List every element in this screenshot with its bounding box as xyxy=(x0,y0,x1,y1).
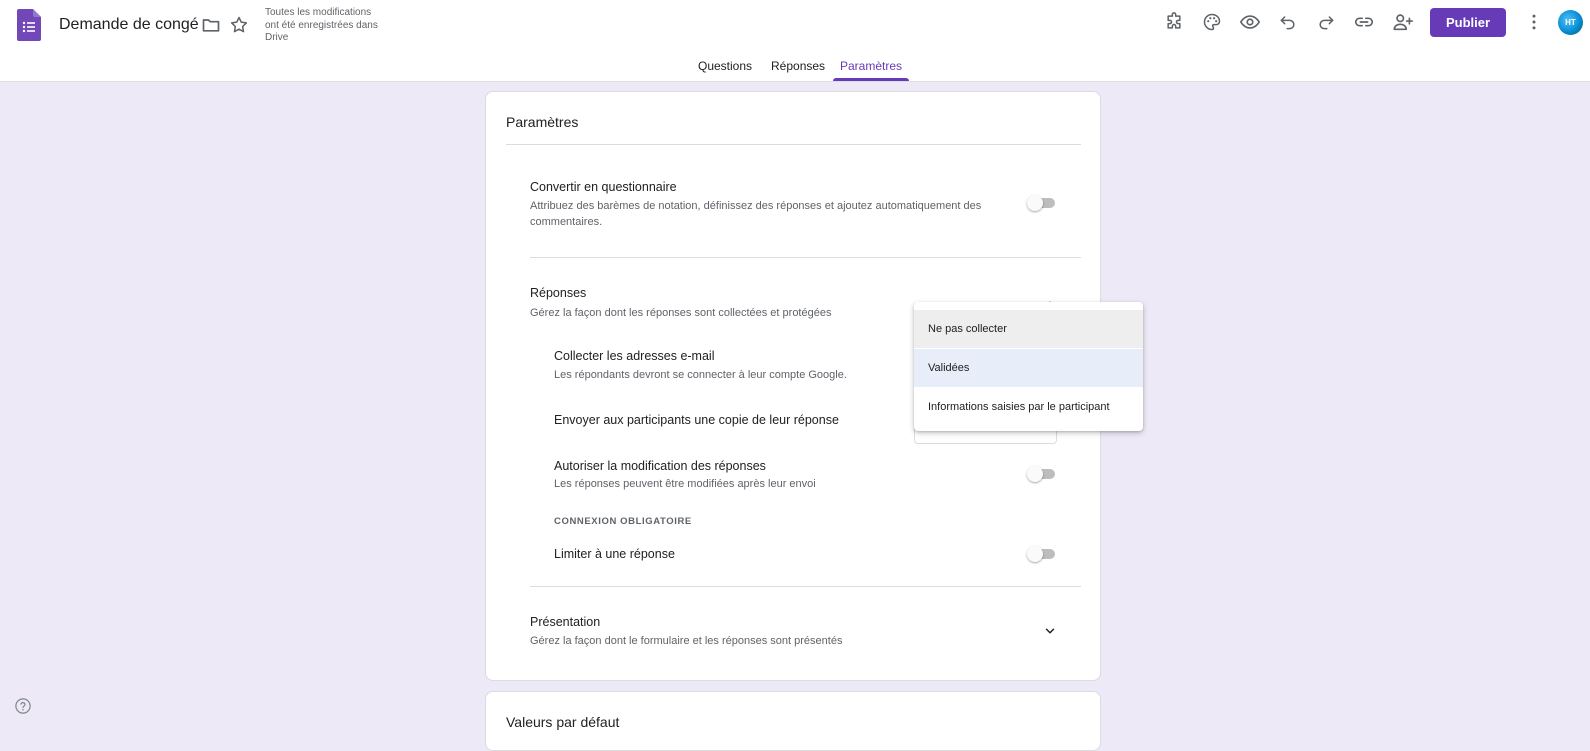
menu-option-do-not-collect[interactable]: Ne pas collecter xyxy=(914,310,1143,348)
responses-section-title[interactable]: Réponses xyxy=(530,286,587,300)
presentation-section-description: Gérez la façon dont le formulaire et les réponses sont présentés xyxy=(530,635,843,647)
help-circle-icon[interactable] xyxy=(14,697,32,715)
defaults-card xyxy=(485,691,1101,751)
send-copy-title: Envoyer aux participants une copie de leur réponse xyxy=(554,413,839,427)
defaults-card-title: Valeurs par défaut xyxy=(506,714,620,730)
allow-edit-toggle[interactable] xyxy=(1027,466,1057,482)
redo-icon[interactable] xyxy=(1314,10,1338,34)
link-icon[interactable] xyxy=(1352,10,1376,34)
allow-edit-title: Autoriser la modification des réponses xyxy=(554,459,766,473)
more-vert-icon[interactable] xyxy=(1522,10,1546,34)
collect-emails-description: Les répondants devront se connecter à leur compte Google. xyxy=(554,369,847,381)
menu-option-verified[interactable]: Validées xyxy=(914,349,1143,387)
document-title[interactable]: Demande de congé xyxy=(59,16,199,33)
quiz-toggle[interactable] xyxy=(1027,195,1057,211)
limit-one-toggle[interactable] xyxy=(1027,546,1057,562)
top-app-bar xyxy=(0,0,1590,82)
collect-emails-title: Collecter les adresses e-mail xyxy=(554,349,715,363)
palette-icon[interactable] xyxy=(1200,10,1224,34)
chevron-down-icon[interactable] xyxy=(1041,622,1059,640)
star-icon[interactable] xyxy=(228,14,250,36)
limit-one-title: Limiter à une réponse xyxy=(554,547,675,561)
quiz-divider xyxy=(530,257,1081,258)
title-divider xyxy=(506,144,1081,145)
active-tab-indicator xyxy=(833,78,909,81)
tab-responses[interactable]: Réponses xyxy=(771,59,826,73)
allow-edit-description: Les réponses peuvent être modifiées après leur envoi xyxy=(554,478,816,490)
responses-section-description: Gérez la façon dont les réponses sont collectées et protégées xyxy=(530,307,832,319)
responses-divider xyxy=(530,586,1081,587)
settings-title: Paramètres xyxy=(506,114,579,130)
folder-icon[interactable] xyxy=(200,14,222,36)
presentation-section-title[interactable]: Présentation xyxy=(530,615,601,629)
google-forms-icon[interactable] xyxy=(17,9,41,41)
signin-required-label: CONNEXION OBLIGATOIRE xyxy=(554,516,692,527)
form-tabs xyxy=(0,56,1590,82)
email-collection-dropdown-menu xyxy=(914,302,1143,431)
account-avatar[interactable]: HT xyxy=(1558,10,1583,35)
publish-button[interactable]: Publier xyxy=(1430,8,1506,37)
quiz-description: Attribuez des barèmes de notation, définissez des réponses et ajoutez automatiquement des commentaires. xyxy=(530,200,982,228)
quiz-title: Convertir en questionnaire xyxy=(530,180,677,194)
preview-eye-icon[interactable] xyxy=(1238,10,1262,34)
menu-option-responder-input[interactable]: Informations saisies par le participant xyxy=(928,401,1110,413)
tab-questions[interactable]: Questions xyxy=(698,59,753,73)
tab-settings[interactable]: Paramètres xyxy=(840,59,903,73)
undo-icon[interactable] xyxy=(1276,10,1300,34)
add-collaborator-icon[interactable] xyxy=(1391,10,1415,34)
addon-icon[interactable] xyxy=(1162,10,1186,34)
save-status-text: Toutes les modifications ont été enregistrées dans Drive xyxy=(265,7,378,43)
